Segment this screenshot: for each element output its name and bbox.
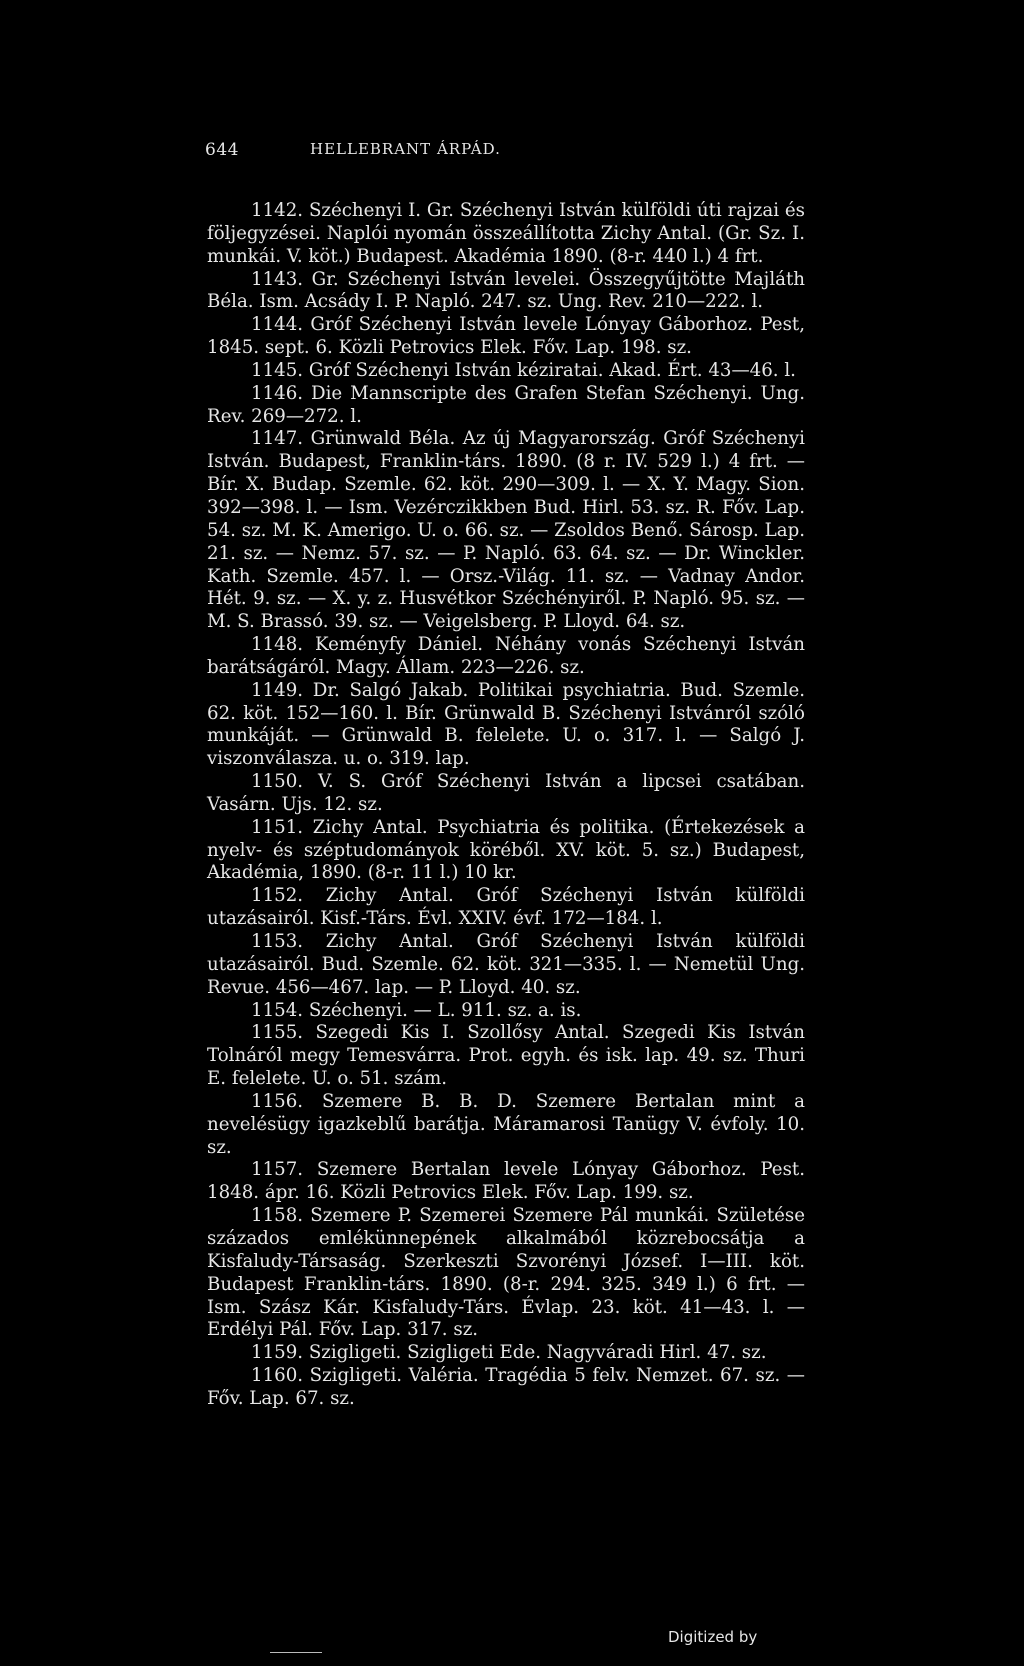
bibliography-entries [207,200,805,1411]
entry-1150: 1150. V. S. Gróf Széchenyi István a lipcsei csatában. Vasárn. Ujs. 12. sz. [207,771,805,815]
entry-1151: 1151. Zichy Antal. Psychiatria és politika. (Értekezések a nyelv- és széptudományok köréből. XV. köt. 5. sz.) Budapest, Akadémia, 1890. (8-r. 11 l.) 10 kr. [207,816,805,884]
entry-1157: 1157. Szemere Bertalan levele Lónyay Gáborhoz. Pest. 1848. ápr. 16. Közli Petrovics Elek. Főv. Lap. 199. sz. [207,1159,805,1204]
digitized-by-label: Digitized by [668,1628,758,1646]
entry-1149: 1149. Dr. Salgó Jakab. Politikai psychiatria. Bud. Szemle. 62. köt. 152—160. l. Bír. Grünwald B. Széchenyi Istvánról szóló munkáját. — Grünwald B. felelete. U. o. 317. l. — Salgó J. viszonválasza. u. o. 319. lap. [207,679,805,770]
entry-1147: 1147. Grünwald Béla. Az új Magyarország. Gróf Széchenyi István. Budapest, Franklin-társ. 1890. (8 r. IV. 529 l.) 4 frt. — Bír. X. Budap. Szemle. 62. köt. 290—309. l. — X. Y. Magy. Sion. 392—398. l. — Ism. Vezérczikkben Bud. Hirl. 53. sz. R. Főv. Lap. 54. sz. M. K. Amerigo. U. o. 66. sz. — Zsoldos Benő. Sárosp. Lap. 21. sz. — Nemz. 57. sz. — P. Napló. 63. 64. sz. — Dr. Winckler. Kath. Szemle. 457. l. — Orsz.-Világ. 11. sz. — Vadnay Andor. Hét. 9. sz. — X. y. z. Husvétkor Széchényiről. P. Napló. 95. sz. — M. S. Brassó. 39. sz. — Veigelsberg. P. Lloyd. 64. sz. [207,428,805,633]
entry-1160: 1160. Szigligeti. Valéria. Tragédia 5 felv. Nemzet. 67. sz. — Főv. Lap. 67. sz. [207,1365,805,1409]
entry-1145: 1145. Gróf Széchenyi István kéziratai. Akad. Ért. 43—46. l. [251,359,796,381]
footer-rule [270,1652,322,1653]
running-title: HELLEBRANT ÁRPÁD. [310,140,501,158]
entry-1146: 1146. Die Mannscripte des Grafen Stefan Széchenyi. Ung. Rev. 269—272. l. [207,382,805,427]
entry-1154: 1154. Széchenyi. — L. 911. sz. a. is. [251,999,582,1021]
entry-1143: 1143. Gr. Széchenyi István levelei. Összegyűjtötte Majláth Béla. Ism. Acsády I. P. Napló. 247. sz. Ung. Rev. 210—222. l. [207,268,805,313]
entry-1148: 1148. Keményfy Dániel. Néhány vonás Széchenyi István barátságáról. Magy. Állam. 223—226. sz. [207,634,805,678]
page-number: 644 [205,140,239,160]
entry-1152: 1152. Zichy Antal. Gróf Széchenyi István külföldi utazásairól. Kisf.-Társ. Évl. XXIV. évf. 172—184. l. [207,885,805,930]
entry-1158: 1158. Szemere P. Szemerei Szemere Pál munkái. Születése százados emlékünnepének alkalmából közrebocsátja a Kisfaludy-Társaság. Szerkeszti Szvorényi József. I—III. köt. Budapest Franklin-társ. 1890. (8-r. 294. 325. 349 l.) 6 frt. — Ism. Szász Kár. Kisfaludy-Társ. Évlap. 23. köt. 41—43. l. — Erdélyi Pál. Főv. Lap. 317. sz. [207,1205,805,1341]
entry-1159: 1159. Szigligeti. Szigligeti Ede. Nagyváradi Hirl. 47. sz. [251,1342,767,1364]
entry-1155: 1155. Szegedi Kis I. Szollősy Antal. Szegedi Kis István Tolnáról megy Temesvárra. Prot. egyh. és isk. lap. 49. sz. Thuri E. felelete. U. o. 51. szám. [207,1022,805,1090]
entry-1142: 1142. Széchenyi I. Gr. Széchenyi István külföldi úti rajzai és följegyzései. Naplói nyomán összeállította Zichy Antal. (Gr. Sz. I. munkái. V. köt.) Budapest. Akadémia 1890. (8-r. 440 l.) 4 frt. [207,200,805,267]
entry-1156: 1156. Szemere B. B. D. Szemere Bertalan mint a nevelésügy igazkeblű barátja. Máramarosi Tanügy V. évfoly. 10. sz. [207,1090,805,1158]
entry-1144: 1144. Gróf Széchenyi István levele Lónyay Gáborhoz. Pest, 1845. sept. 6. Közli Petrovics Elek. Főv. Lap. 198. sz. [207,314,805,359]
entry-1153: 1153. Zichy Antal. Gróf Széchenyi István külföldi utazásairól. Bud. Szemle. 62. köt. 321—335. l. — Nemetül Ung. Revue. 456—467. lap. — P. Lloyd. 40. sz. [207,931,805,998]
